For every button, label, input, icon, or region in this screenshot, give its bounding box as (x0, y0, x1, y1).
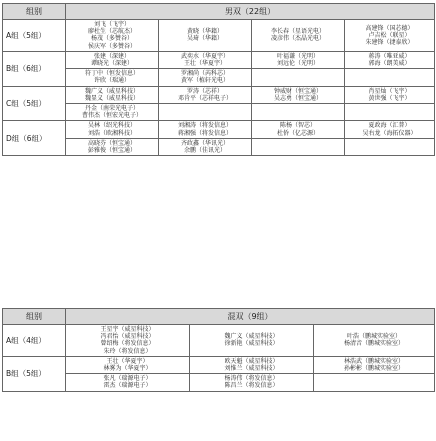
team-cell (345, 51, 435, 68)
mens-doubles-title: 男双（22组） (66, 4, 435, 20)
team-cell (252, 86, 345, 103)
group-label: A组（5组） (3, 20, 66, 52)
player-name: 叶浩（鹏城实验室） (347, 333, 402, 341)
mixed-doubles-header-row (3, 309, 435, 325)
team-cell (66, 121, 159, 138)
team-cell (252, 121, 345, 138)
table-row (3, 20, 435, 52)
player-name: 蒋湘强（将发信息） (177, 129, 232, 137)
team-cell (345, 121, 435, 138)
team-cell (66, 104, 159, 121)
mens-doubles-body (3, 20, 435, 156)
player-name: 廖杜生（芯航杰） (87, 28, 136, 36)
mixed-doubles-table (2, 308, 435, 392)
player-name: 李长春（星语光电） (270, 28, 325, 36)
player-name: 欧天魁（威星科技） (224, 357, 279, 365)
group-column-header: 组别 (3, 4, 66, 20)
player-name: 吴林（绍光科技） (87, 122, 136, 130)
player-name: 林浩武（鹏城实验室） (344, 357, 405, 365)
team-cell (314, 325, 435, 357)
group-label: B组（6组） (3, 51, 66, 86)
team-cell (314, 374, 435, 391)
player-name: 朱玲（将发信息） (103, 347, 152, 355)
player-name: 吴志勇（恒宝通） (273, 94, 322, 102)
player-name: 高建锋（国芯德） (365, 24, 414, 32)
team-cell (314, 356, 435, 373)
player-name: 林雾为（华夏宇） (103, 365, 152, 373)
player-name: 符丁中（恒发信息） (84, 70, 139, 78)
player-name: 曾绍梅（将发信息） (100, 340, 155, 348)
table-row (3, 69, 435, 86)
player-name: 吴右龙（海拓仪器） (362, 129, 417, 137)
player-name: 雷杰（瑞源电子） (103, 382, 152, 390)
mixed-doubles-body (3, 325, 435, 392)
team-cell (252, 138, 345, 155)
team-cell (159, 20, 252, 52)
team-cell (345, 69, 435, 86)
team-cell (252, 69, 345, 86)
player-name: 谭晓光（深建） (90, 60, 133, 68)
player-name: 魏广义（威星科技） (84, 87, 139, 95)
table-row (3, 51, 435, 68)
player-name: 叶福谦（光明） (276, 52, 319, 60)
team-cell (66, 20, 159, 52)
group-label: C组（5组） (3, 86, 66, 121)
team-cell (252, 51, 345, 68)
team-cell (159, 86, 252, 103)
team-cell (345, 138, 435, 155)
player-name: 王壮（华夏宇） (106, 357, 149, 365)
player-name: 陈杨（智芯） (279, 122, 316, 130)
player-name: 王壮（华夏宇） (183, 60, 226, 68)
player-name: 高晓芬（恒宝通） (87, 139, 136, 147)
team-cell (66, 374, 190, 391)
player-name: 刘惟兰（威星科技） (224, 365, 279, 373)
group-label: D组（6组） (3, 121, 66, 156)
team-cell (159, 104, 252, 121)
player-name: 余鹏（佳讯光） (183, 147, 226, 155)
player-name: 曹伟杰（恒宏光电子） (81, 112, 142, 120)
player-name: 杜侨（亿芯源） (276, 129, 319, 137)
player-name: 张建（深建） (93, 52, 130, 60)
mens-doubles-header-row (3, 4, 435, 20)
team-cell (190, 325, 314, 357)
table-row (3, 325, 435, 357)
mixed-doubles-title: 混双（9组） (66, 309, 435, 325)
mens-doubles-table (2, 3, 435, 156)
team-cell (66, 325, 190, 357)
team-cell (159, 51, 252, 68)
player-name: 罗涛（芯祥） (186, 87, 223, 95)
team-cell (190, 356, 314, 373)
player-name: 武奕水（华夏宇） (180, 52, 229, 60)
group-label: B组（5组） (3, 356, 66, 391)
team-cell (252, 104, 345, 121)
player-name: 孙彬彬（鹏城实验室） (344, 365, 405, 373)
team-cell (345, 104, 435, 121)
player-name: 魏广义（威星科技） (224, 333, 279, 341)
team-cell (66, 69, 159, 86)
player-name: 张凡（瑞源电子） (103, 375, 152, 383)
team-cell (345, 20, 435, 52)
player-name: 钟威财（恒宝通） (273, 87, 322, 95)
player-name: 王星宇（威星科技） (100, 326, 155, 333)
group-column-header: 组别 (3, 309, 66, 325)
player-name: 罗湘尚（芮科芯） (180, 70, 229, 78)
team-cell (66, 51, 159, 68)
player-name: 冯君怡（威星科技） (100, 333, 155, 341)
table-row (3, 104, 435, 121)
player-name: 丹金（南荣光电子） (84, 105, 139, 113)
player-name: 许欣（瑞通） (93, 77, 130, 85)
table-row (3, 86, 435, 103)
player-name: 彭雅俊（恒宝通） (87, 147, 136, 155)
player-name: 魏显义（威星科技） (84, 94, 139, 102)
player-name: 侯庆军（多赞谷） (87, 42, 136, 50)
player-name: 卢吉松（联星） (368, 31, 411, 39)
team-cell (66, 138, 159, 155)
player-name: 黄世强（飞宇） (368, 94, 411, 102)
player-name: 黄晓（华籍） (186, 28, 223, 36)
team-cell (190, 374, 314, 391)
player-name: 陈昌兰（将发信息） (224, 382, 279, 390)
player-name: 徐新艳（威星科技） (224, 340, 279, 348)
table-row (3, 356, 435, 373)
player-name: 杨清音（鹏城实验室） (344, 340, 405, 348)
team-cell (159, 121, 252, 138)
player-name: 刘浩（欧湘科技） (87, 129, 136, 137)
player-name: 郭海（朗美威） (368, 60, 411, 68)
player-name: 杨茂（多赞谷） (90, 35, 133, 43)
player-name: 刘湘涛（将发信息） (177, 122, 232, 130)
table-row (3, 138, 435, 155)
table-row (3, 121, 435, 138)
team-cell (252, 20, 345, 52)
player-name: 齐政鑫（华讯光） (180, 139, 229, 147)
player-name: 黄军（植轩光电） (180, 77, 229, 85)
player-name: 刘飞（飞宇） (93, 21, 130, 28)
player-name: 邓肯平（芯祥电子） (177, 94, 232, 102)
team-cell (345, 86, 435, 103)
team-cell (159, 138, 252, 155)
team-cell (66, 86, 159, 103)
player-name: 杨涛伟（将发信息） (224, 375, 279, 383)
player-name: 吴琦（华籍） (186, 35, 223, 43)
group-label: A组（4组） (3, 325, 66, 357)
player-name: 蒋涛（唯亚威） (368, 52, 411, 60)
player-name: 刘远伦（光明） (276, 60, 319, 68)
player-name: 夏政海（汇普） (368, 122, 411, 130)
team-cell (66, 356, 190, 373)
table-row (3, 374, 435, 391)
player-name: 凌彦伟（杰晶光电） (270, 35, 325, 43)
team-cell (159, 69, 252, 86)
player-name: 朱建锋（捷泰欣） (365, 39, 414, 46)
player-name: 肖星灿（飞宇） (368, 87, 411, 95)
